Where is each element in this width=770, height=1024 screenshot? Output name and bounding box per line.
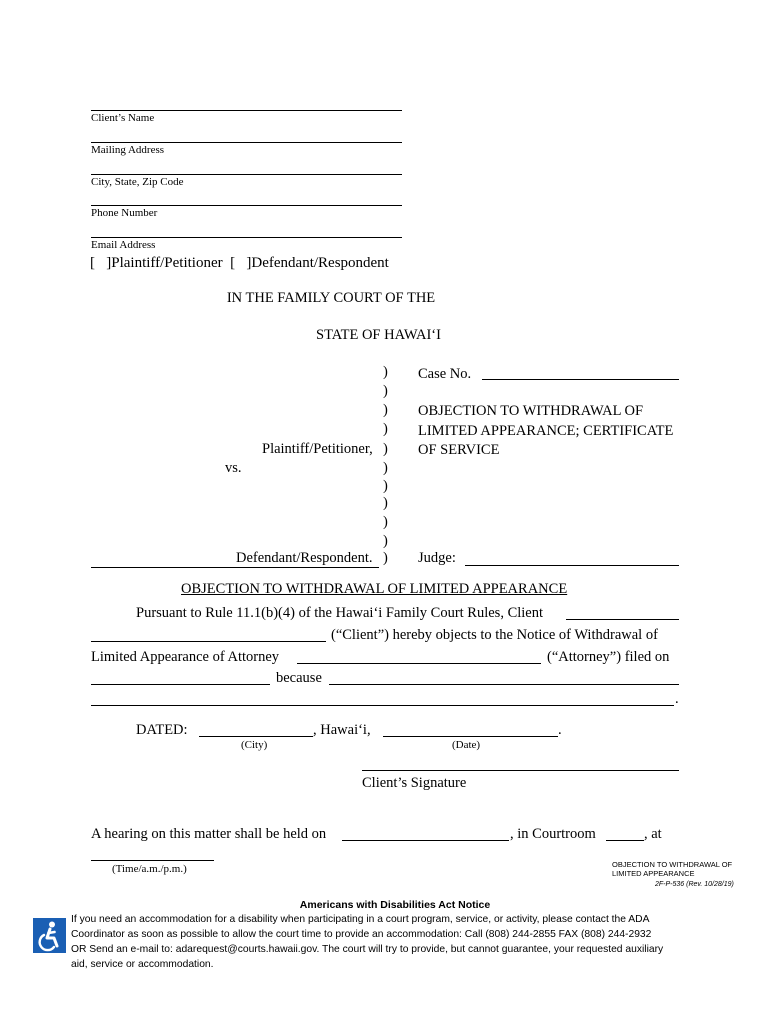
paren-2: ) [383,383,388,399]
court-heading-line1: IN THE FAMILY COURT OF THE [226,290,436,306]
paren-9: ) [383,514,388,530]
plaintiff-checkbox[interactable]: [ ] [90,255,112,271]
judge-field[interactable] [465,551,679,566]
dated-city-field[interactable] [199,722,313,737]
defendant-checkbox[interactable]: [ ] [230,255,252,271]
plaintiff-caption: Plaintiff/Petitioner, [262,441,373,457]
ada-line2: Coordinator as soon as possible to allow the court time to provide an accommodation: Call (808) 244-2855 FAX (808) 244-2932 [71,929,652,940]
email-label: Email Address [91,239,156,251]
court-heading-line2: STATE OF HAWAI‘I [316,327,441,343]
mailing-address-line[interactable] [91,142,402,143]
document-title-line2: LIMITED APPEARANCE; CERTIFICATE [418,422,674,439]
footer-form-line2: LIMITED APPEARANCE [612,869,695,878]
client-name-field-2[interactable] [91,627,326,642]
vs-text: vs. [225,460,242,476]
accessibility-icon-graphic [33,918,66,953]
case-no-field[interactable] [482,365,679,380]
time-caption: (Time/a.m./p.m.) [112,863,187,875]
defendant-caption: Defendant/Respondent. [236,550,373,566]
party-selection [90,255,389,272]
because-field-2[interactable] [91,691,674,706]
date-caption: (Date) [452,739,481,751]
attorney-name-field[interactable] [297,649,541,664]
city-state-zip-line[interactable] [91,174,402,175]
client-name-label: Client’s Name [91,112,155,124]
because-label: because [276,670,322,686]
judge-label: Judge: [418,550,456,566]
mailing-address-label: Mailing Address [91,144,165,156]
courtroom-field[interactable] [606,826,644,841]
defendant-underline [91,567,379,568]
paren-5: ) [383,441,388,457]
phone-line[interactable] [91,205,402,206]
body-period: . [675,691,679,707]
body-line3a: Limited Appearance of Attorney [91,649,280,665]
paren-4: ) [383,421,388,437]
paren-7: ) [383,478,388,494]
hearing-time-line[interactable] [91,860,214,861]
dated-hawaii: , Hawai‘i, [313,722,371,738]
hearing-date-field[interactable] [342,826,509,841]
because-field[interactable] [329,670,679,685]
ada-line1: If you need an accommodation for a disability when participating in a court program, service, or activity, please contact the ADA [71,914,650,925]
paren-10: ) [383,533,388,549]
body-line1: Pursuant to Rule 11.1(b)(4) of the Hawai‘i Family Court Rules, Client [136,605,544,621]
email-line[interactable] [91,237,402,238]
ada-line3: OR Send an e-mail to: adarequest@courts.hawaii.gov. The court will try to provide, but cannot guarantee, your requested auxiliary [71,944,664,955]
city-state-zip-label: City, State, Zip Code [91,176,184,188]
at-label: , at [644,826,662,842]
city-caption: (City) [241,739,268,751]
case-no-label: Case No. [418,366,472,382]
defendant-option-label: Defendant/Respondent [251,255,389,271]
form-code: 2F-P-536 (Rev. 10/28/19) [655,881,734,888]
document-title-line3: OF SERVICE [418,442,500,458]
signature-label: Client’s Signature [362,775,467,791]
hearing-text: A hearing on this matter shall be held on [91,826,327,842]
dated-date-field[interactable] [383,722,558,737]
filed-date-field[interactable] [91,670,270,685]
ada-text [71,912,663,972]
paren-11: ) [383,550,388,566]
document-title-line1: OBJECTION TO WITHDRAWAL OF [418,403,644,419]
ada-line4: aid, service or accommodation. [71,959,214,970]
paren-6: ) [383,460,388,476]
ada-title: Americans with Disabilities Act Notice [299,899,491,911]
accessibility-icon [33,918,66,953]
courtroom-label: , in Courtroom [510,826,596,842]
section-title: OBJECTION TO WITHDRAWAL OF LIMITED APPEARANCE [181,581,568,597]
dated-period: . [558,722,562,738]
document-title [418,402,673,461]
footer-form-line1: OBJECTION TO WITHDRAWAL OF [612,860,733,869]
phone-label: Phone Number [91,207,158,219]
body-line2: (“Client”) hereby objects to the Notice of Withdrawal of [331,627,658,643]
paren-8: ) [383,495,388,511]
signature-line[interactable] [362,770,679,771]
client-name-field[interactable] [566,605,679,620]
footer-form-title [612,860,732,878]
client-name-line[interactable] [91,110,402,111]
paren-1: ) [383,364,388,380]
dated-label: DATED: [136,722,188,738]
plaintiff-option-label: Plaintiff/Petitioner [111,255,223,271]
paren-3: ) [383,402,388,418]
body-line3b: (“Attorney”) filed on [547,649,670,665]
